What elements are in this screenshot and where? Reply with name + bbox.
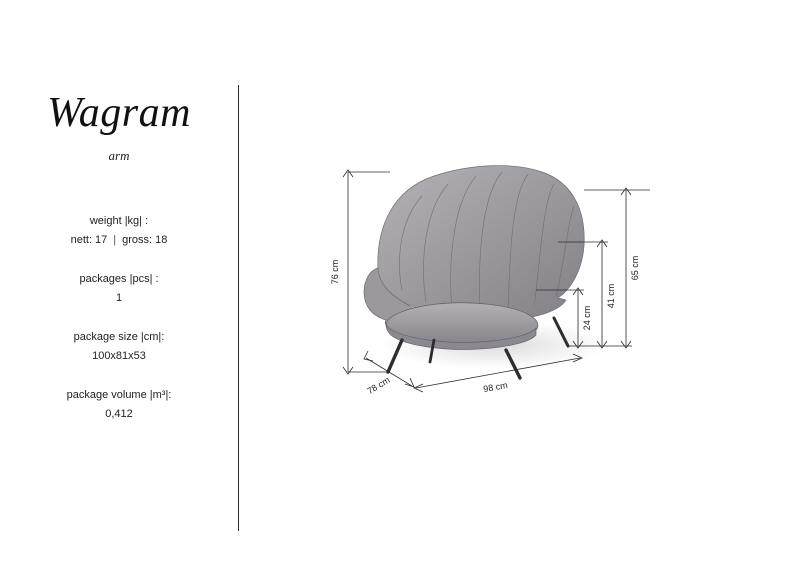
page-title: Wagram bbox=[47, 90, 191, 136]
dim-label-depth: 78 cm bbox=[365, 374, 392, 397]
spec-label-weight: weight |kg| : bbox=[89, 215, 149, 227]
spec-label-packages: packages |pcs| : bbox=[79, 273, 159, 285]
product-technical-drawing bbox=[330, 150, 770, 420]
dim-label-back-height: 65 cm bbox=[630, 255, 640, 281]
vertical-divider bbox=[238, 85, 239, 531]
dim-tick-width-start bbox=[414, 384, 423, 392]
dim-label-seat-front-height: 24 cm bbox=[582, 305, 592, 331]
spec-packages bbox=[0, 270, 238, 308]
spec-package-volume bbox=[0, 386, 238, 424]
spec-package-size bbox=[0, 328, 238, 366]
dim-label-height-total: 76 cm bbox=[330, 259, 340, 285]
dim-label-seat-height: 41 cm bbox=[606, 283, 616, 309]
spec-weight bbox=[0, 212, 238, 250]
spec-value-package-volume: 0,412 bbox=[105, 408, 133, 420]
spec-value-package-size: 100x81x53 bbox=[92, 350, 146, 362]
spec-label-package-size: package size |cm|: bbox=[73, 331, 165, 343]
dim-label-width: 98 cm bbox=[482, 379, 509, 395]
spec-value-weight bbox=[0, 231, 238, 250]
spec-value-packages: 1 bbox=[115, 292, 123, 304]
left-info-column bbox=[0, 0, 238, 565]
spec-label-package-volume: package volume |m³|: bbox=[66, 389, 172, 401]
spec-weight-nett: nett: 17 bbox=[70, 234, 108, 246]
specification-list bbox=[0, 212, 238, 444]
spec-weight-gross: gross: 18 bbox=[122, 234, 168, 246]
page-subtitle: arm bbox=[108, 148, 130, 163]
spec-weight-separator: | bbox=[113, 234, 117, 246]
